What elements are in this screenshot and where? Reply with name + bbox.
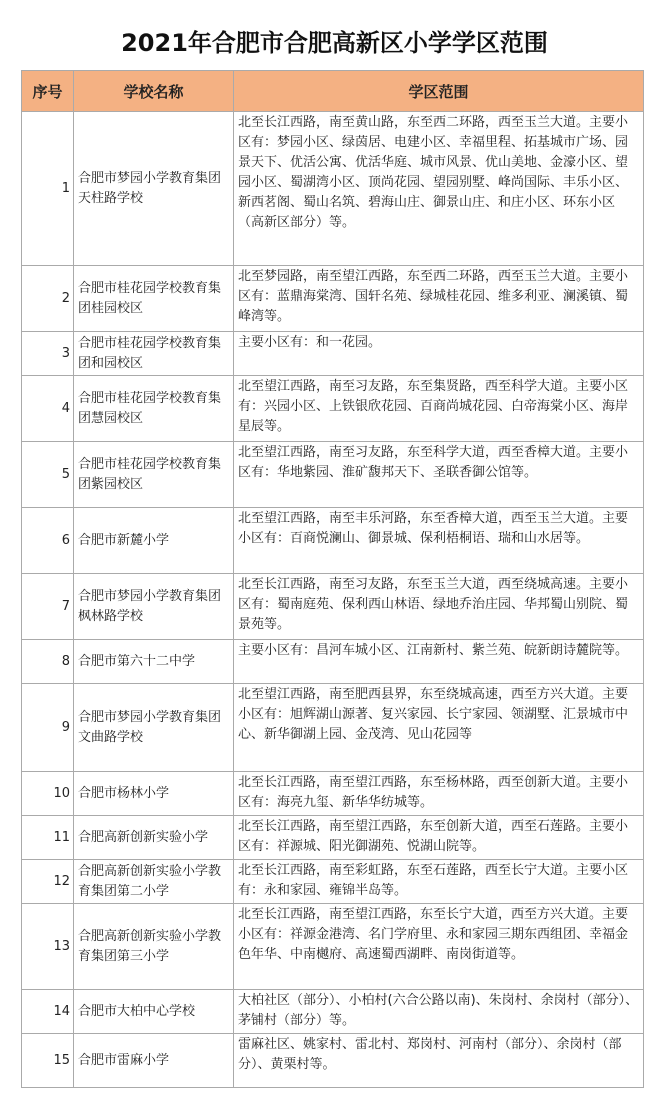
table-row [22, 816, 644, 860]
school-name: 合肥市新麓小学 [74, 508, 234, 574]
school-name: 合肥高新创新实验小学教育集团第三小学 [74, 904, 234, 990]
row-number: 3 [22, 332, 74, 376]
table-row [22, 332, 644, 376]
row-number: 8 [22, 640, 74, 684]
table-row [22, 442, 644, 508]
header-district-range: 学区范围 [234, 71, 644, 112]
table-row [22, 640, 644, 684]
table-row [22, 860, 644, 904]
row-number: 1 [22, 112, 74, 266]
table-row [22, 990, 644, 1034]
district-range: 大柏社区（部分）、小柏村(六合公路以南)、朱岗村、余岗村（部分）、茅铺村（部分）等。 [234, 990, 644, 1034]
table-row [22, 508, 644, 574]
row-number: 4 [22, 376, 74, 442]
row-number: 11 [22, 816, 74, 860]
district-range: 雷麻社区、姚家村、雷北村、郑岗村、河南村（部分）、余岗村（部分）、黄栗村等。 [234, 1034, 644, 1088]
table-header-row [22, 71, 644, 112]
school-name: 合肥市梦园小学教育集团天柱路学校 [74, 112, 234, 266]
school-name: 合肥市梦园小学教育集团文曲路学校 [74, 684, 234, 772]
district-range: 北至梦园路，南至望江西路，东至西二环路，西至玉兰大道。主要小区有：蓝鼎海棠湾、国轩名苑、绿城桂花园、维多利亚、澜溪镇、蜀峰湾等。 [234, 266, 644, 332]
row-number: 10 [22, 772, 74, 816]
district-range: 主要小区有：昌河车城小区、江南新村、紫兰苑、皖新朗诗麓院等。 [234, 640, 644, 684]
district-range: 北至望江西路，南至习友路，东至集贤路，西至科学大道。主要小区有：兴园小区、上铁银欣花园、百商尚城花园、白帝海棠小区、海岸星辰等。 [234, 376, 644, 442]
district-range: 北至长江西路，南至望江西路，东至杨林路，西至创新大道。主要小区有：海亮九玺、新华华纺城等。 [234, 772, 644, 816]
row-number: 15 [22, 1034, 74, 1088]
school-name: 合肥高新创新实验小学 [74, 816, 234, 860]
header-no: 序号 [22, 71, 74, 112]
row-number: 6 [22, 508, 74, 574]
table-row [22, 1034, 644, 1088]
school-name: 合肥市桂花园学校教育集团紫园校区 [74, 442, 234, 508]
district-range: 主要小区有：和一花园。 [234, 332, 644, 376]
district-range: 北至长江西路，南至习友路，东至玉兰大道，西至绕城高速。主要小区有：蜀南庭苑、保利西山林语、绿地乔治庄园、华邦蜀山别院、蜀景苑等。 [234, 574, 644, 640]
row-number: 9 [22, 684, 74, 772]
district-range: 北至望江西路，南至肥西县界，东至绕城高速，西至方兴大道。主要小区有：旭辉湖山源著、复兴家园、长宁家园、领湖墅、汇景城市中心、新华御湖上园、金茂湾、见山花园等 [234, 684, 644, 772]
table-row [22, 574, 644, 640]
school-name: 合肥市大柏中心学校 [74, 990, 234, 1034]
row-number: 13 [22, 904, 74, 990]
district-range: 北至长江西路，南至黄山路，东至西二环路，西至玉兰大道。主要小区有：梦园小区、绿茵居、电建小区、幸福里程、拓基城市广场、园景天下、优活公寓、优活华庭、城市风景、优山美地、金濠小区、望园小区、蜀湖湾小区、顶尚花园、望园别墅、峰尚国际、丰乐小区、新西茗阁、蜀山名筑、碧海山庄、御景山庄、和庄小区、环东小区（高新区部分）等。 [234, 112, 644, 266]
row-number: 12 [22, 860, 74, 904]
district-range: 北至长江西路，南至彩虹路，东至石莲路，西至长宁大道。主要小区有：永和家园、雍锦半岛等。 [234, 860, 644, 904]
page-title: 2021年合肥市合肥高新区小学学区范围 [121, 28, 548, 57]
school-name: 合肥市杨林小学 [74, 772, 234, 816]
school-district-table [21, 70, 644, 1088]
row-number: 5 [22, 442, 74, 508]
row-number: 2 [22, 266, 74, 332]
table-row [22, 684, 644, 772]
table-body [22, 112, 644, 1088]
district-range: 北至长江西路，南至望江西路，东至创新大道，西至石莲路。主要小区有：祥源城、阳光御湖苑、悦湖山院等。 [234, 816, 644, 860]
district-range: 北至望江西路，南至习友路，东至科学大道，西至香樟大道。主要小区有：华地紫园、淮矿馥邦天下、圣联香御公馆等。 [234, 442, 644, 508]
row-number: 7 [22, 574, 74, 640]
district-range: 北至长江西路，南至望江西路，东至长宁大道，西至方兴大道。主要小区有：祥源金港湾、名门学府里、永和家园三期东西组团、幸福金色年华、中南樾府、高速蜀西湖畔、南岗街道等。 [234, 904, 644, 990]
row-number: 14 [22, 990, 74, 1034]
school-name: 合肥市桂花园学校教育集团桂园校区 [74, 266, 234, 332]
school-name: 合肥市桂花园学校教育集团慧园校区 [74, 376, 234, 442]
school-name: 合肥高新创新实验小学教育集团第二小学 [74, 860, 234, 904]
school-name: 合肥市雷麻小学 [74, 1034, 234, 1088]
table-row [22, 112, 644, 266]
school-name: 合肥市桂花园学校教育集团和园校区 [74, 332, 234, 376]
table-row [22, 904, 644, 990]
table-row [22, 772, 644, 816]
table-row [22, 376, 644, 442]
header-school-name: 学校名称 [74, 71, 234, 112]
school-name: 合肥市梦园小学教育集团枫林路学校 [74, 574, 234, 640]
district-range: 北至望江西路，南至丰乐河路，东至香樟大道，西至玉兰大道。主要小区有：百商悦澜山、御景城、保利梧桐语、瑞和山水居等。 [234, 508, 644, 574]
school-name: 合肥市第六十二中学 [74, 640, 234, 684]
table-row [22, 266, 644, 332]
